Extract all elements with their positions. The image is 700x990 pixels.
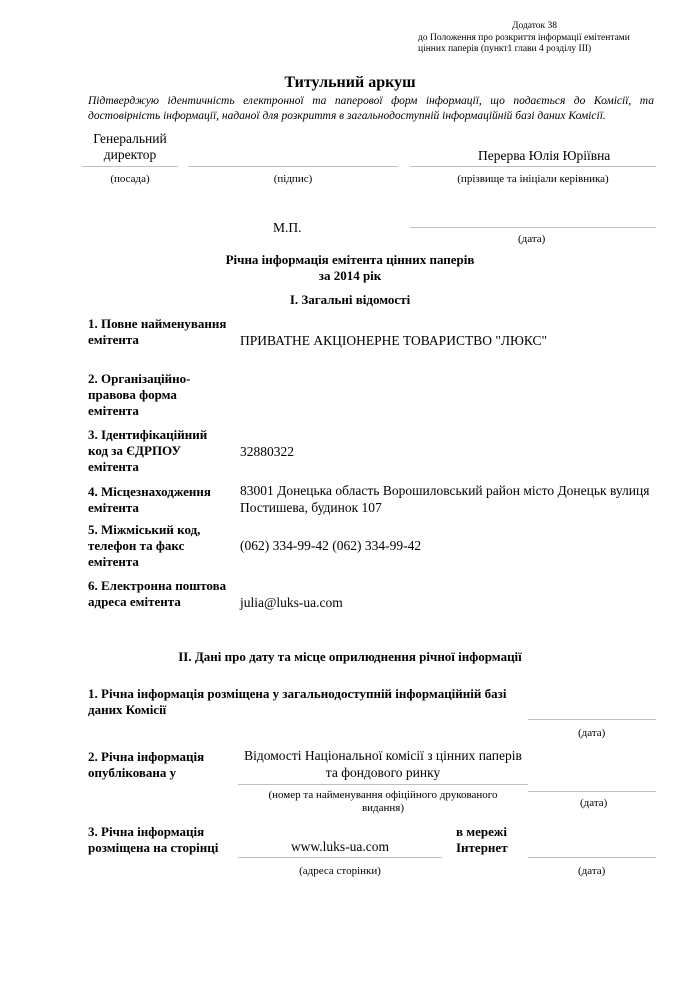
- edition-caption: (номер та найменування офіційного друкованого видання): [268, 789, 498, 814]
- report-title: [0, 252, 700, 284]
- publication-item-3-label: 3. Річна інформація розміщена на сторінці: [88, 824, 219, 855]
- publication-item-2-label: 2. Річна інформація опублікована у: [88, 749, 205, 780]
- name-line: [410, 166, 656, 167]
- info-value-email: julia@luks-ua.com: [240, 595, 343, 610]
- info-label-address: 4. Місцезнаходження емітента: [88, 484, 211, 515]
- item-2-date-caption: (дата): [580, 797, 608, 809]
- item-3-date-caption: (дата): [578, 865, 606, 877]
- section-2-heading: II. Дані про дату та місце оприлюднення річної інформації: [178, 649, 522, 664]
- info-label-email: 6. Електронна поштова адреса емітента: [88, 578, 227, 609]
- info-value-edrpou: 32880322: [240, 444, 294, 459]
- info-label-edrpou: 3. Ідентифікаційний код за ЄДРПОУ емітента: [88, 427, 208, 474]
- website-value: www.luks-ua.com: [290, 839, 390, 854]
- report-title-line-2: за 2014 рік: [318, 268, 382, 283]
- signature-caption: (підпис): [273, 173, 313, 185]
- publication-edition-value: Відомості Національної комісії з цінних паперів та фондового ринку: [244, 748, 522, 780]
- director-name: Перерва Юлія Юріївна: [478, 148, 611, 163]
- page-title: Титульний аркуш: [284, 74, 416, 91]
- position-value: Генеральний директор: [93, 131, 167, 162]
- item-3-date-line: [528, 857, 656, 858]
- section-1-heading: I. Загальні відомості: [289, 292, 411, 307]
- appendix-line-2: цінних паперів (пункт1 глави 4 розділу ІІІ): [418, 44, 592, 54]
- position-line: [82, 166, 178, 167]
- signature-line: [188, 166, 398, 167]
- info-label-phone: 5. Міжміський код, телефон та факс емітента: [88, 522, 201, 569]
- item-2-date-line: [528, 791, 656, 792]
- info-label-full-name: 1. Повне найменування емітента: [88, 316, 227, 347]
- stamp-mark: М.П.: [273, 220, 302, 235]
- info-value-phone: (062) 334-99-42 (062) 334-99-42: [240, 538, 422, 553]
- item-1-date-caption: (дата): [578, 727, 606, 739]
- name-caption: (прізвище та ініціали керівника): [457, 173, 609, 185]
- publication-item-1-label: 1. Річна інформація розміщена у загальнодоступній інформаційній базі даних Комісії: [88, 686, 507, 717]
- website-caption: (адреса сторінки): [299, 865, 381, 877]
- position-caption: (посада): [110, 173, 150, 185]
- edition-line: [238, 784, 528, 785]
- appendix-line-1: до Положення про розкриття інформації емітентами: [418, 33, 630, 43]
- info-label-legal-form: 2. Організаційно-правова форма емітента: [88, 371, 191, 418]
- report-title-line-1: Річна інформація емітента цінних паперів: [225, 252, 475, 267]
- sign-date-caption: (дата): [518, 233, 546, 245]
- appendix-number: Додаток 38: [512, 21, 558, 31]
- sign-date-line: [410, 227, 656, 228]
- internet-suffix: в мережі Інтернет: [456, 824, 508, 855]
- confirmation-text: Підтверджую ідентичність електронної та паперової форм інформації, що подається до Комісії, та достовірність інформації, наданої для розкриття в загальнодоступній інформаційній базі даних Комісії.: [88, 95, 654, 122]
- website-line: [238, 857, 442, 858]
- info-value-full-name: ПРИВАТНЕ АКЦІОНЕРНЕ ТОВАРИСТВО "ЛЮКС": [240, 333, 548, 348]
- info-value-address: 83001 Донецька область Ворошиловський район місто Донецьк вулиця Постишева, будинок 107: [240, 483, 650, 515]
- item-1-date-line: [528, 719, 656, 720]
